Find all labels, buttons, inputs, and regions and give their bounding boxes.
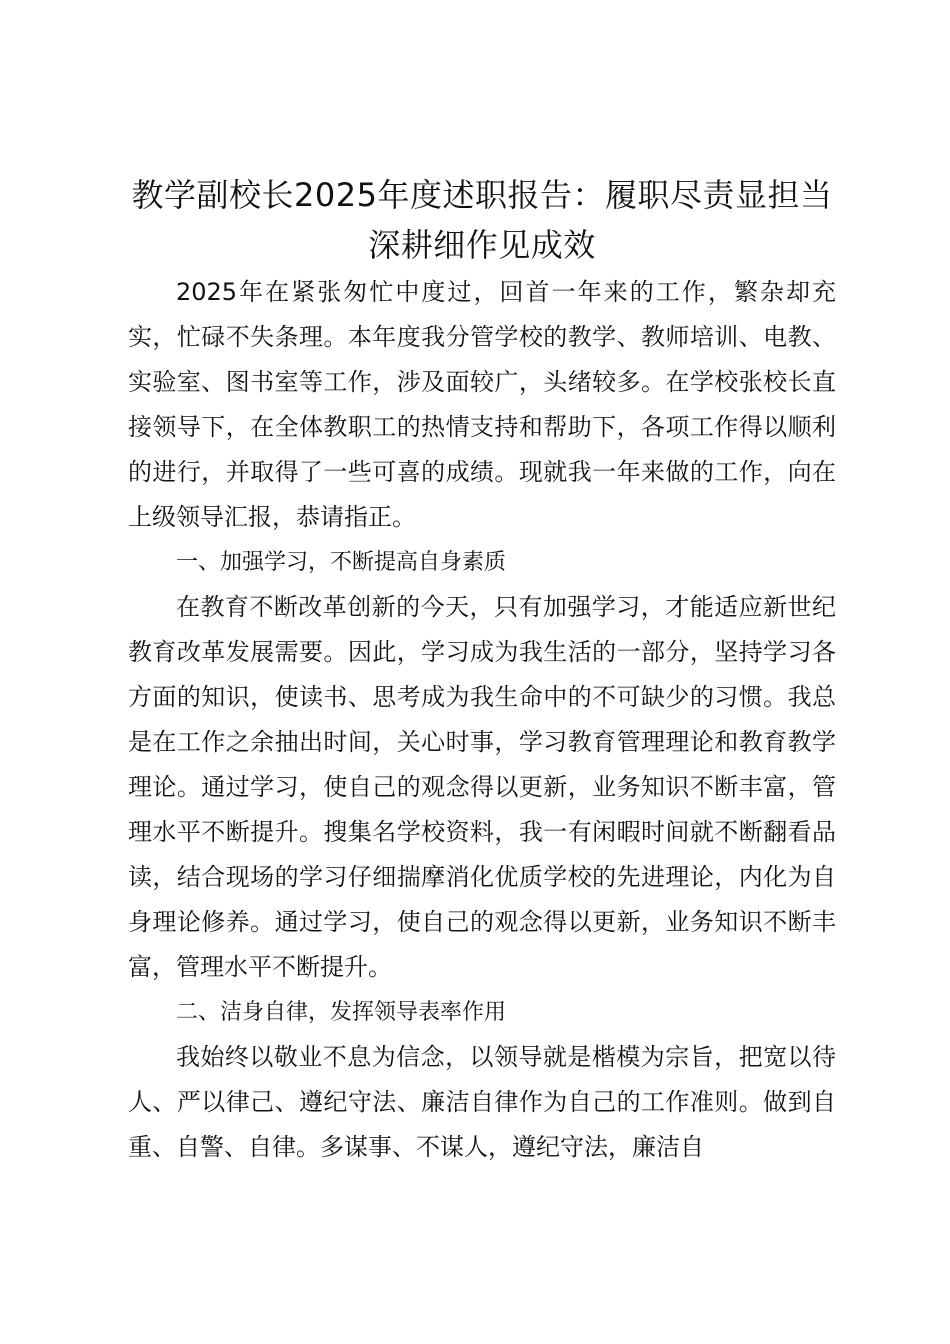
intro-paragraph: 2025年在紧张匆忙中度过，回首一年来的工作，繁杂却充实，忙碌不失条理。本年度我分管学校的教学、教师培训、电教、实验室、图书室等工作，涉及面较广，头绪较多。在学校张校长直接领导下，在全体教职工的热情支持和帮助下，各项工作得以顺利的进行，并取得了一些可喜的成绩。现就我一年来做的工作，向在上级领导汇报，恭请指正。: [128, 278, 836, 531]
section-heading-2: 二、洁身自律，发挥领导表率作用: [176, 1000, 507, 1025]
section-2-paragraph: 我始终以敬业不息为信念，以领导就是楷模为宗旨，把宽以待人、严以律己、遵纪守法、廉洁自律作为自己的工作准则。做到自重、自警、自律。多谋事、不谋人，遵纪守法，廉洁自: [128, 1043, 836, 1161]
section-heading-1: 一、加强学习，不断提高自身素质: [176, 550, 507, 575]
document-body: [128, 170, 836, 1170]
document-title: 教学副校长2025年度述职报告：履职尽责显担当 深耕细作见成效: [131, 176, 833, 264]
section-1-paragraph: 在教育不断改革创新的今天，只有加强学习，才能适应新世纪教育改革发展需要。因此，学习成为我生活的一部分，坚持学习各方面的知识，使读书、思考成为我生命中的不可缺少的习惯。我总是在工作之余抽出时间，关心时事，学习教育管理理论和教育教学理论。通过学习，使自己的观念得以更新，业务知识不断丰富，管理水平不断提升。搜集名学校资料，我一有闲暇时间就不断翻看品读，结合现场的学习仔细揣摩消化优质学校的先进理论，内化为自身理论修养。通过学习，使自己的观念得以更新，业务知识不断丰富，管理水平不断提升。: [128, 593, 836, 981]
